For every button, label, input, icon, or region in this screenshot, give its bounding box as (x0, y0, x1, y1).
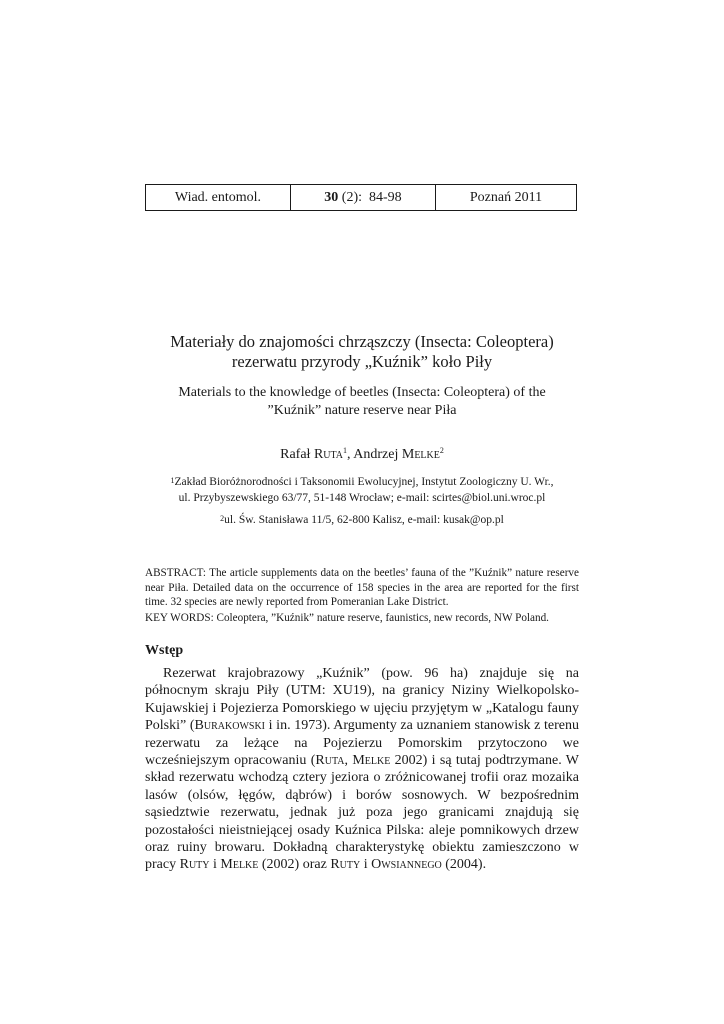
title-english-line-2: ”Kuźnik” nature reserve near Piła (267, 403, 457, 418)
citation-2-name-a: uta (324, 753, 345, 769)
citation-3-name-b: elke (232, 857, 259, 873)
citation-4-initial-b: i O (360, 857, 382, 873)
body-text-1: Rezerwat krajobrazowy „Kuźnik” (pow. 96 ha) znajduje się na północnym skraju Piły (UTM: XU19), na granicy Niziny Wielkopolsko-Kujawskiej i Pojezierza Pomorskiego w ujęciu przyjętym w „Katalogu fauny Polski” ( (145, 666, 579, 734)
title-english-line-1: Materials to the knowledge of beetles (Insecta: Coleoptera) of the (178, 385, 546, 400)
place-year: Poznań 2011 (435, 185, 576, 210)
body-text-5: (2004). (441, 857, 487, 873)
affiliation-1-line-2: ul. Przybyszewskiego 63/77, 51-148 Wrocław; e-mail: scirtes@biol.uni.wroc.pl (178, 492, 546, 504)
body-paragraph (145, 665, 579, 874)
citation-1-name: urakowski (203, 718, 265, 734)
keywords: KEY WORDS: Coleoptera, ”Kuźnik” nature reserve, faunistics, new records, NW Poland. (145, 612, 549, 624)
authors (100, 447, 624, 463)
citation-4-initial-a: R (330, 857, 340, 873)
section-heading: Wstęp (145, 643, 184, 658)
issue-pages: (2): 84-98 (338, 189, 402, 205)
body-text-4: (2002) oraz (258, 857, 331, 873)
affiliation-2-sup: 2 (220, 514, 225, 523)
citation-4-name-a: uty (339, 857, 361, 873)
title-english (100, 384, 624, 420)
body-text-3: 2002) i są tutaj podtrzymane. W skład rezerwatu wchodzą cztery jeziora o zróżnicowanej trofii oraz mozaika lasów (olsów, łęgów, dąbrów) i borów sosnowych. W bezpośrednim sąsiedztwie rezerwatu, jednak już poza jego granicami znajdują się pozostałości nieistniejącej osady Kuźnica Pilska: aleje pomnikowych drzew oraz ruiny browaru. Dokładną charakterystykę obiektu zamieszczono w pracy (145, 753, 580, 873)
author-2-sup: 2 (439, 446, 444, 455)
affiliation-1-line-1: Zakład Bioróżnorodności i Taksonomii Ewolucyjnej, Instytut Zoologiczny U. Wr., (174, 476, 554, 488)
author-1-name: Rafał R (280, 447, 324, 462)
citation-2-initial-a: R (315, 753, 325, 769)
volume-number: 30 (324, 189, 339, 205)
citation-2-name-b: elke (364, 753, 391, 769)
affiliation-2-line-1: ul. Św. Stanisława 11/5, 62-800 Kalisz, e-mail: kusak@op.pl (224, 514, 504, 526)
citation-4-name-b: wsiannego (381, 857, 442, 873)
title-polish-line-1: Materiały do znajomości chrząszczy (Insecta: Coleoptera) (170, 332, 554, 351)
author-2-surname: elke (414, 447, 440, 462)
citation-2-initial-b: , M (344, 753, 365, 769)
citation-3-name-a: uty (188, 857, 210, 873)
affiliation-2 (100, 512, 624, 528)
title-polish-line-2: rezerwatu przyrody „Kuźnik” koło Piły (231, 352, 493, 371)
author-1-surname: uta (323, 447, 344, 462)
citation-3-initial-a: R (179, 857, 189, 873)
citation-1-initial: B (194, 718, 204, 734)
title-polish (100, 332, 624, 372)
abstract: ABSTRACT: The article supplements data on the beetles’ fauna of the ”Kuźnik” nature reserve near Piła. Detailed data on the occurrence of 158 species in the area are reported for the first time. 32 species are newly reported from Pomeranian Lake District. (145, 567, 579, 608)
affiliation-1-sup: 1 (170, 476, 175, 485)
author-2-name: , Andrzej M (347, 447, 415, 462)
author-1-sup: 1 (343, 446, 348, 455)
journal-name: Wiad. entomol. (174, 189, 262, 205)
body-text-2: i in. 1973). Argumenty za uznaniem stanowisk z terenu rezerwatu za leżące na Pojezierzu Pomorskim przytoczono we wcześniejszym opracowaniu ( (145, 718, 580, 769)
journal-header-box (145, 184, 577, 211)
affiliation-1 (100, 474, 624, 506)
volume-issue (290, 185, 435, 210)
citation-3-initial-b: i M (209, 857, 233, 873)
